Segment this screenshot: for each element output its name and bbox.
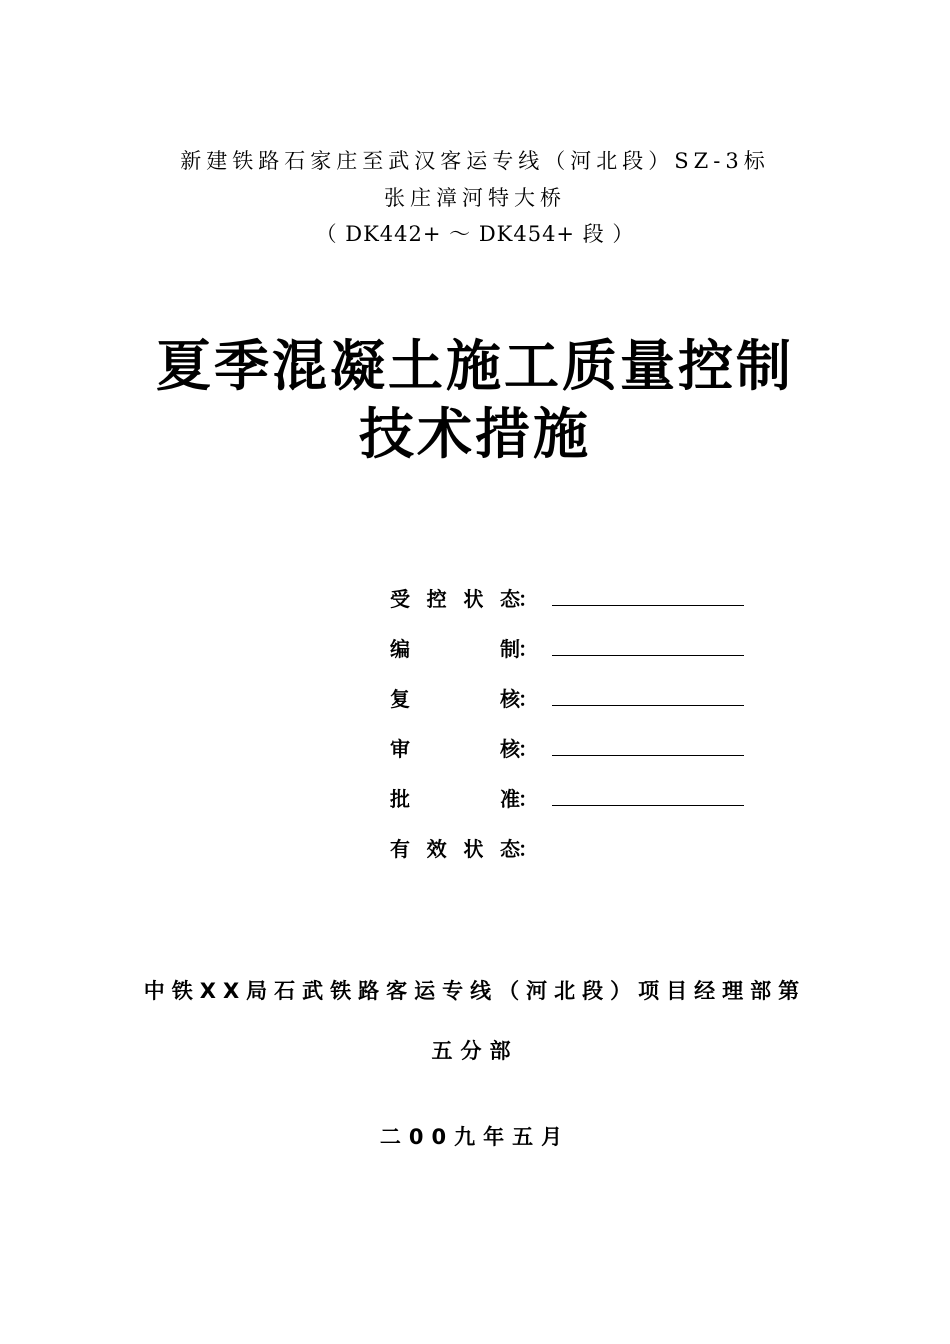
organization-line2: 五分部 [431,1039,519,1063]
project-name-line: 新建铁路石家庄至武汉客运专线（河北段）SZ-3标 [180,149,770,173]
label-char: 控 [426,587,447,611]
signoff-colon: ： [518,837,538,861]
label-char: 态 [499,587,520,611]
signoff-label [390,633,520,662]
signoff-label [390,583,520,612]
bridge-name-line: 张庄漳河特大桥 [384,186,566,210]
signoff-label [390,833,520,862]
label-char: 批 [390,787,410,811]
signoff-colon: ： [518,687,538,711]
label-char: 审 [390,737,410,761]
document-date: 二00九年五月 [379,1125,571,1149]
signature-line [552,605,744,606]
signoff-colon: ： [518,587,538,611]
organization-line1: 中铁XX局石武铁路客运专线（河北段）项目经理部第 [143,979,807,1003]
label-char: 准 [500,787,520,811]
label-char: 状 [463,837,484,861]
signature-line [552,805,744,806]
label-char: 复 [390,687,410,711]
label-char: 核 [500,687,520,711]
label-char: 编 [390,637,410,661]
label-char: 受 [390,587,410,611]
signoff-colon: ： [518,637,538,661]
document-title-line2: 技术措施 [358,402,591,466]
signature-line [552,705,744,706]
section-range-line: （ DK442+ ～ DK454+ 段 ） [315,222,635,246]
signoff-colon: ： [518,787,538,811]
label-char: 效 [426,837,447,861]
label-char: 状 [463,587,484,611]
label-char: 有 [390,837,410,861]
signoff-colon: ： [518,737,538,761]
signature-line [552,755,744,756]
signature-line [552,655,744,656]
label-char: 制 [500,637,520,661]
label-char: 态 [499,837,520,861]
signoff-label [390,783,520,812]
signoff-label [390,733,520,762]
document-title-line1: 夏季混凝土施工质量控制 [155,334,794,398]
signoff-label [390,683,520,712]
label-char: 核 [500,737,520,761]
